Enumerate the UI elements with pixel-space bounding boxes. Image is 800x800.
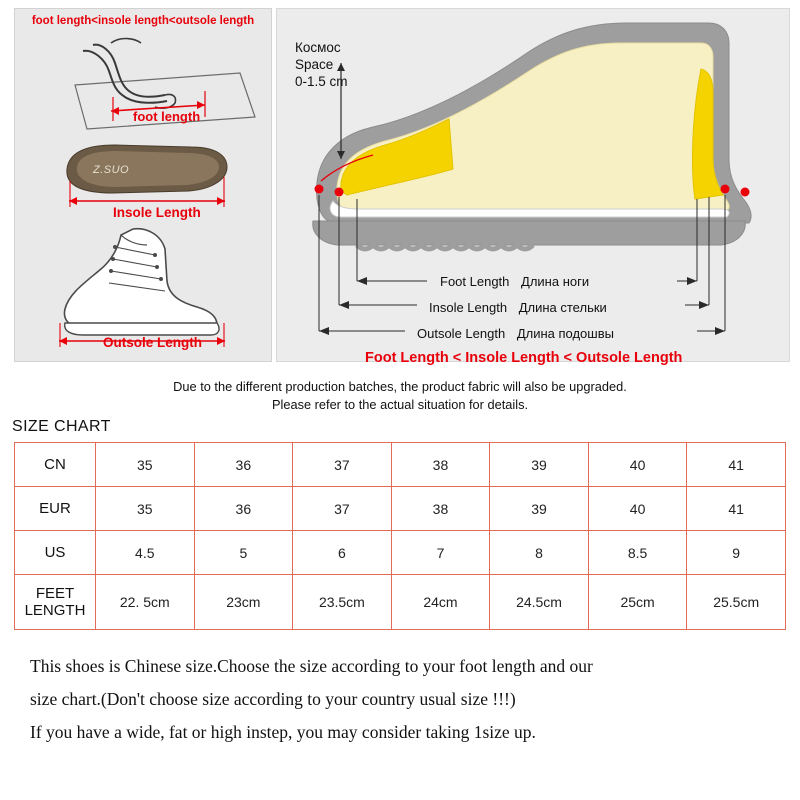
cell-feet-0: 22. 5cm — [96, 575, 195, 630]
table-row — [15, 575, 786, 630]
cell-us-2: 6 — [293, 531, 392, 575]
diagram-area — [0, 0, 800, 372]
cell-eur-3: 38 — [391, 487, 490, 531]
insole-brand-label: Z.SUO — [93, 164, 130, 176]
left-diagram-panel — [14, 8, 272, 362]
footer-line2: size chart.(Don't choose size according to your country usual size !!!) — [30, 689, 516, 709]
cell-us-3: 7 — [391, 531, 490, 575]
table-row — [15, 531, 786, 575]
left-foot-length-label: foot length — [133, 109, 201, 124]
measure-outsole-length-en: Outsole Length — [417, 326, 506, 341]
measure-outsole-length-ru: Длина подошвы — [516, 326, 614, 341]
cell-cn-2: 37 — [293, 443, 392, 487]
cell-eur-0: 35 — [96, 487, 195, 531]
cell-cn-6: 41 — [687, 443, 786, 487]
cell-eur-5: 40 — [588, 487, 687, 531]
measure-outsole-length — [417, 326, 614, 341]
space-label-ru: Космос — [295, 40, 341, 55]
cell-eur-2: 37 — [293, 487, 392, 531]
cell-cn-5: 40 — [588, 443, 687, 487]
table-row — [15, 443, 786, 487]
cell-feet-4: 24.5cm — [490, 575, 589, 630]
cell-feet-2: 23.5cm — [293, 575, 392, 630]
size-chart-table — [14, 442, 786, 630]
production-note — [0, 378, 800, 414]
cell-us-6: 9 — [687, 531, 786, 575]
row-header-eur: EUR — [15, 487, 96, 531]
right-diagram-panel — [276, 8, 790, 366]
cell-feet-1: 23cm — [194, 575, 293, 630]
cell-cn-1: 36 — [194, 443, 293, 487]
measure-insole-length-en: Insole Length — [429, 300, 508, 315]
measure-foot-length-ru: Длина ноги — [521, 274, 590, 289]
left-panel-title: foot length<insole length<outsole length — [31, 15, 255, 27]
row-header-feet-line2: LENGTH — [24, 602, 86, 619]
cell-feet-3: 24cm — [391, 575, 490, 630]
cell-feet-6: 25.5cm — [687, 575, 786, 630]
measure-foot-length — [440, 274, 589, 289]
cell-cn-3: 38 — [391, 443, 490, 487]
cell-eur-6: 41 — [687, 487, 786, 531]
insole-length-label: Insole Length — [113, 205, 201, 220]
row-header-feet-line1: FEET — [35, 585, 75, 602]
table-row — [15, 487, 786, 531]
space-value: 0-1.5 cm — [295, 74, 348, 89]
cell-cn-0: 35 — [96, 443, 195, 487]
production-note-line2: Please refer to the actual situation for details. — [271, 397, 529, 412]
measure-insole-length-ru: Длина стельки — [518, 300, 607, 315]
row-header-cn: CN — [15, 443, 96, 487]
cell-us-1: 5 — [194, 531, 293, 575]
row-header-us: US — [15, 531, 96, 575]
footer-note — [30, 650, 775, 749]
space-label-en: Space — [295, 57, 334, 72]
cell-us-5: 8.5 — [588, 531, 687, 575]
outsole-length-label: Outsole Length — [103, 335, 202, 350]
size-chart-wrapper — [14, 442, 786, 630]
length-formula: Foot Length < Insole Length < Outsole Length — [365, 350, 683, 366]
boot-illustration — [15, 219, 271, 351]
footer-line3: If you have a wide, fat or high instep, you may consider taking 1size up. — [30, 722, 536, 742]
measure-foot-length-en: Foot Length — [440, 274, 510, 289]
measure-insole-length — [429, 300, 607, 315]
size-chart-title: SIZE CHART — [12, 418, 111, 435]
cell-feet-5: 25cm — [588, 575, 687, 630]
cell-us-4: 8 — [490, 531, 589, 575]
footer-line1: This shoes is Chinese size.Choose the size according to your foot length and our — [30, 656, 593, 676]
cell-eur-1: 36 — [194, 487, 293, 531]
cell-eur-4: 39 — [490, 487, 589, 531]
cell-us-0: 4.5 — [96, 531, 195, 575]
production-note-line1: Due to the different production batches, the product fabric will also be upgraded. — [173, 379, 627, 394]
cell-cn-4: 39 — [490, 443, 589, 487]
insole-illustration — [15, 133, 271, 211]
row-header-feet-length — [15, 575, 96, 630]
